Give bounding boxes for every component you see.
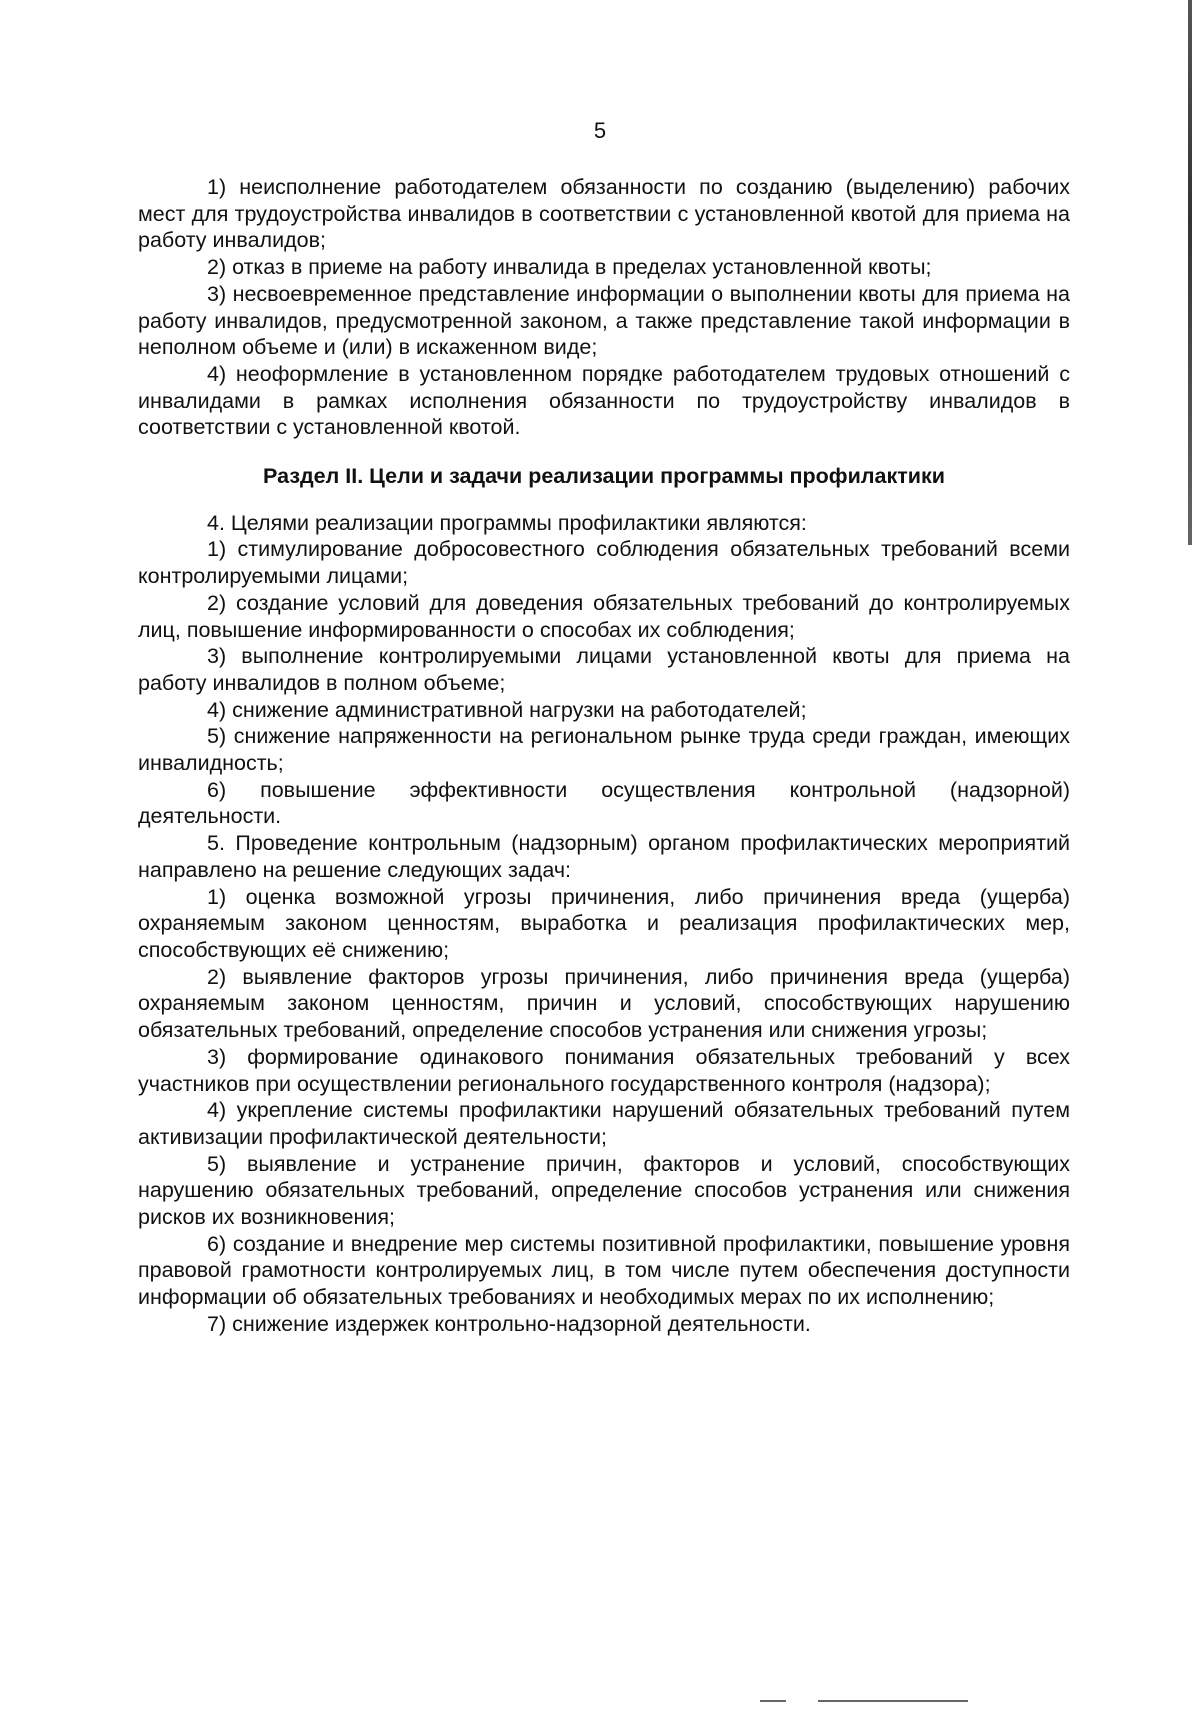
paragraph-goal-6: 6) повышение эффективности осуществления контрольной (надзорной) деятельности. <box>138 777 1070 829</box>
paragraph-task-4: 4) укрепление системы профилактики нарушений обязательных требований путем активизации профилактической деятельности; <box>138 1098 1070 1149</box>
section-heading: Раздел II. Цели и задачи реализации программы профилактики <box>263 464 945 489</box>
paragraph-task-1: 1) оценка возможной угрозы причинения, либо причинения вреда (ущерба) охраняемым законом ценностям, выработка и реализация профилактических мер, способствующих её снижению; <box>138 884 1070 962</box>
page-number: 5 <box>593 118 607 143</box>
paragraph-goal-2: 2) создание условий для доведения обязательных требований до контролируемых лиц, повышение информированности о способах их соблюдения; <box>138 590 1070 642</box>
paragraph-top-4: 4) неоформление в установленном порядке работодателем трудовых отношений с инвалидами в рамках исполнения обязанности по трудоустройству инвалидов в соответствии с установленной квотой. <box>138 361 1070 440</box>
paragraph-task-6: 6) создание и внедрение мер системы позитивной профилактики, повышение уровня правовой грамотности контролируемых лиц, в том числе путем обеспечения доступности информации об обязательных требованиях и необходимых мерах по их исполнению; <box>138 1231 1070 1310</box>
paragraph-goal-3: 3) выполнение контролируемыми лицами установленной квоты для приема на работу инвалидов в полном объеме; <box>138 644 1070 695</box>
scan-edge-mark <box>1188 0 1192 545</box>
paragraph-task-5: 5) выявление и устранение причин, факторов и условий, способствующих нарушению обязательных требований, определение способов устранения или снижения рисков их возникновения; <box>138 1151 1070 1230</box>
paragraph-tasks-intro: 5. Проведение контрольным (надзорным) органом профилактических мероприятий направлено на решение следующих задач: <box>138 831 1070 882</box>
paragraph-goal-1: 1) стимулирование добросовестного соблюдения обязательных требований всеми контролируемыми лицами; <box>138 537 1070 589</box>
paragraph-top-2: 2) отказ в приеме на работу инвалида в пределах установленной квоты; <box>207 255 932 280</box>
paragraph-task-7: 7) снижение издержек контрольно-надзорной деятельности. <box>207 1311 811 1336</box>
paragraph-goals-intro: 4. Целями реализации программы профилактики являются: <box>207 510 807 535</box>
paragraph-goal-5: 5) снижение напряженности на региональном рынке труда среди граждан, имеющих инвалидность; <box>138 724 1070 776</box>
scan-bottom-mark <box>818 1700 968 1702</box>
document-body <box>138 174 1070 1338</box>
paragraph-task-3: 3) формирование одинакового понимания обязательных требований у всех участников при осуществлении регионального государственного контроля (надзора); <box>138 1044 1070 1096</box>
paragraph-task-2: 2) выявление факторов угрозы причинения, либо причинения вреда (ущерба) охраняемым законом ценностям, причин и условий, способствующих нарушению обязательных требований, определение способов устранения или снижения угрозы; <box>138 964 1070 1043</box>
paragraph-goal-4: 4) снижение административной нагрузки на работодателей; <box>207 697 807 722</box>
paragraph-top-3: 3) несвоевременное представление информации о выполнении квоты для приема на работу инвалидов, предусмотренной законом, а также представление такой информации в неполном объеме и (или) в искаженном виде; <box>138 281 1070 360</box>
paragraph-top-1: 1) неисполнение работодателем обязанности по созданию (выделению) рабочих мест для трудоустройства инвалидов в соответствии с установленной квотой для приема на работу инвалидов; <box>138 175 1070 253</box>
scan-bottom-mark <box>760 1700 786 1702</box>
